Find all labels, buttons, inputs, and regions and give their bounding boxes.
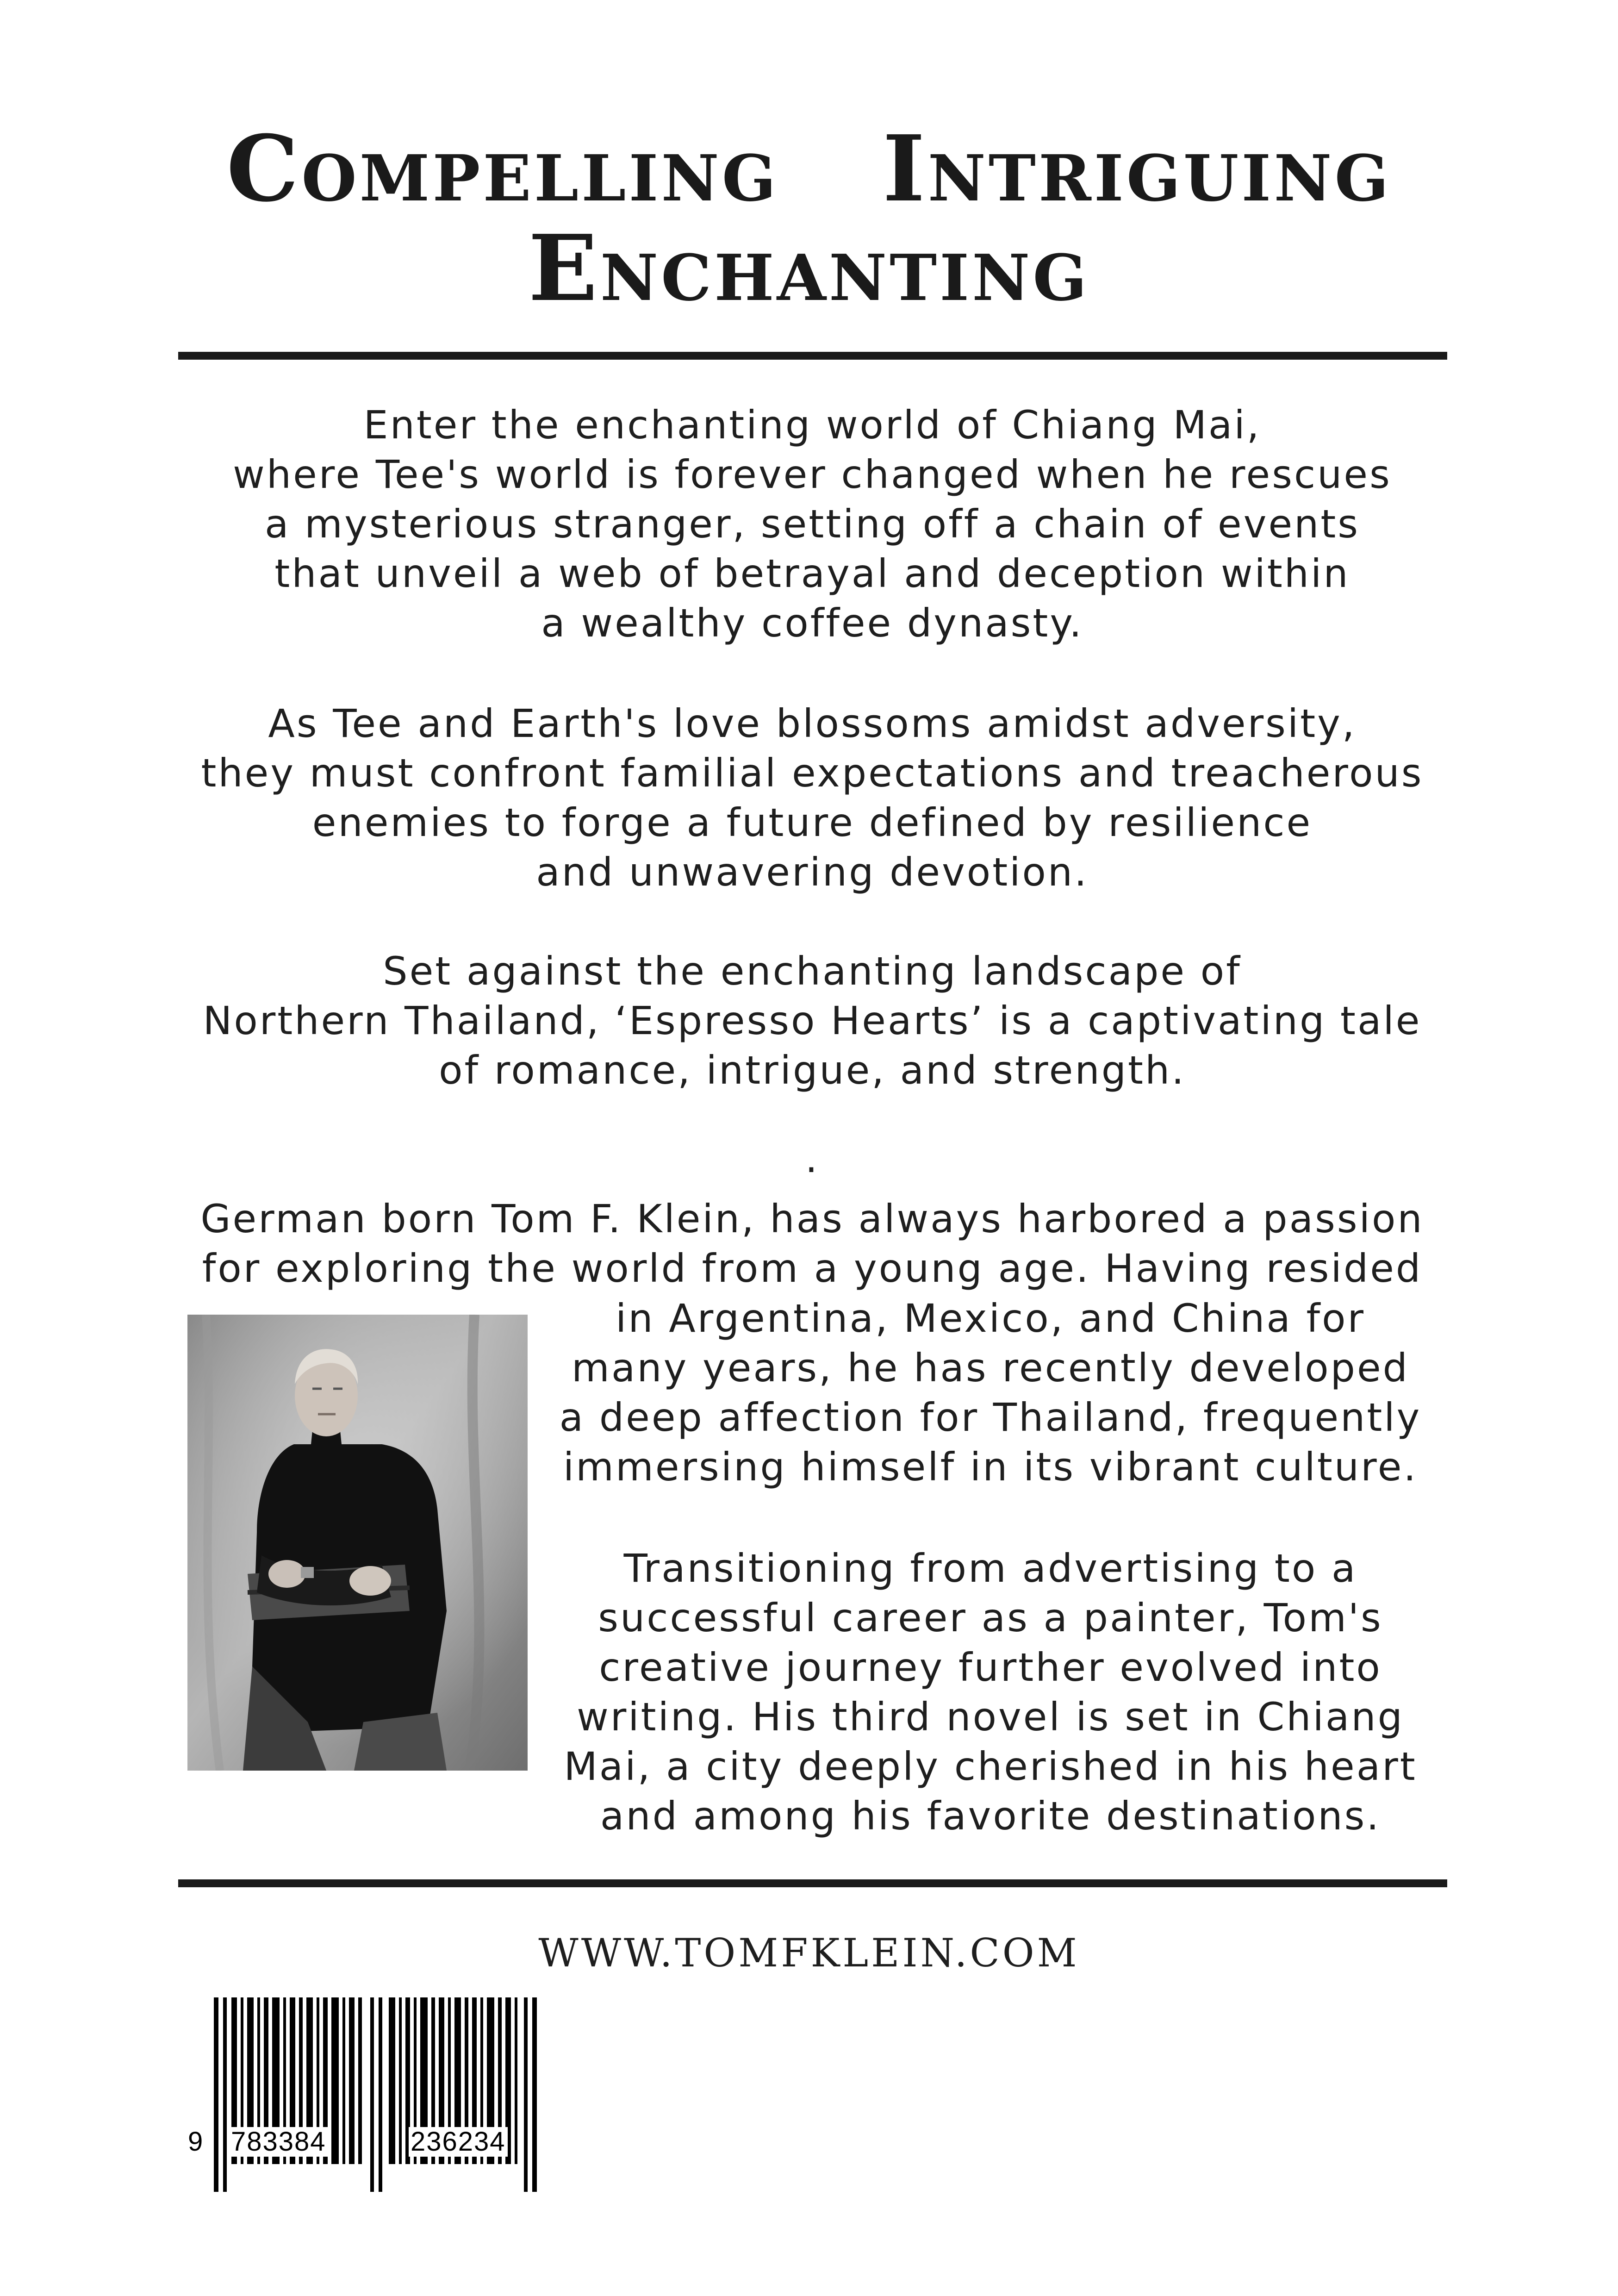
headline-line-2: Enchanting [528,215,1090,322]
bottom-divider [178,1879,1447,1887]
isbn-digit-group-1: 783384 [229,2127,328,2157]
author-photo [187,1315,528,1771]
blurb-paragraph-3: Set against the enchanting landscape of Northern Thailand, ‘Espresso Hearts’ is a captivating tale of romance, intrigue, and strength. [203,948,1422,1093]
website-url: WWW.TOMFKLEIN.COM [538,1930,1080,1976]
blurb-paragraph-2: As Tee and Earth's love blossoms amidst adversity, they must confront familial expectations and treacherous enemies to forge a future defined by resilience and unwavering devotion. [201,701,1424,895]
isbn-digit-group-2: 236234 [409,2127,508,2157]
bio-continuation: in Argentina, Mexico, and China for many years, he has recently developed a deep affection for Thailand, frequently immersing himself in its vibrant culture. [559,1296,1422,1490]
bio-intro: German born Tom F. Klein, has always harbored a passion for exploring the world from a young age. Having resided [200,1196,1424,1291]
isbn-first-digit: 9 [186,2127,205,2157]
isbn-barcode [185,1997,555,2206]
blurb-paragraph-1: Enter the enchanting world of Chiang Mai, where Tee's world is forever changed when he rescues a mysterious stranger, setting off a chain of events that unveil a web of betrayal and deception within a wealthy coffee dynasty. [233,402,1392,646]
bio-career: Transitioning from advertising to a successful career as a painter, Tom's creative journey further evolved into writing. His third novel is set in Chiang Mai, a city deeply cherished in his heart and among his favorite destinations. [564,1546,1417,1839]
top-divider [178,352,1447,360]
headline-line-1: Compelling Intriguing [226,116,1392,222]
bio-separator: . [805,1136,820,1181]
